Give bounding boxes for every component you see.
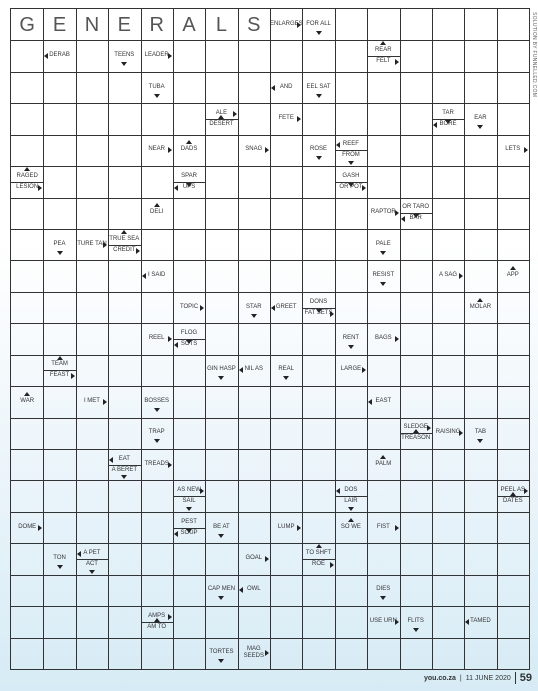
clue-text: A PET xyxy=(83,550,101,556)
split-line xyxy=(173,182,205,183)
split-line xyxy=(302,308,334,309)
clue-text: SOUP xyxy=(180,529,198,536)
clue-text: MOLAR xyxy=(469,303,492,310)
split-line xyxy=(432,119,464,120)
clue-text: A BERET xyxy=(111,466,137,473)
grid-line-vertical xyxy=(302,9,303,669)
clue-text: OR POT xyxy=(339,183,363,190)
arrow-icon xyxy=(77,551,81,557)
arrow-icon xyxy=(395,59,399,65)
arrow-icon xyxy=(395,525,399,531)
arrow-icon xyxy=(251,314,257,318)
arrow-icon xyxy=(57,565,63,569)
clue-text: PEA xyxy=(53,240,66,247)
clue-text: ENLARGES xyxy=(270,20,303,27)
clue-text: SNAG xyxy=(245,146,263,153)
arrow-icon xyxy=(510,492,516,496)
grid-line-vertical xyxy=(205,9,206,669)
arrow-icon xyxy=(24,392,30,396)
clue-text: LAIR xyxy=(344,498,358,505)
arrow-icon xyxy=(168,462,172,468)
clue-text: WAR xyxy=(20,397,35,404)
arrow-icon xyxy=(395,619,399,625)
arrow-icon xyxy=(38,525,42,531)
arrow-icon xyxy=(395,210,399,216)
grid-line-horizontal xyxy=(11,72,529,73)
arrow-icon xyxy=(362,185,366,191)
split-line xyxy=(335,182,367,183)
clue-text: LUMP xyxy=(277,523,295,530)
split-line xyxy=(497,496,529,497)
arrow-icon xyxy=(200,488,204,494)
arrow-icon xyxy=(380,41,386,45)
arrow-icon xyxy=(44,53,48,59)
clue-text: SLEDGE xyxy=(403,424,428,431)
arrow-icon xyxy=(380,455,386,459)
arrow-icon xyxy=(362,367,366,373)
arrow-icon xyxy=(348,345,354,349)
arrow-icon xyxy=(427,425,431,431)
clue-text: EAT xyxy=(118,455,130,462)
arrow-icon xyxy=(348,161,354,165)
grid-line-vertical xyxy=(270,9,271,669)
arrow-icon xyxy=(316,544,322,548)
arrow-icon xyxy=(330,311,334,317)
clue-text: I MET xyxy=(83,397,100,404)
clue-text: AM TO xyxy=(147,623,167,630)
clue-text: FLITS xyxy=(407,617,424,624)
clue-text: OR TARO xyxy=(402,204,430,211)
clue-text: LETS xyxy=(505,146,521,153)
title-letter: S xyxy=(247,14,261,36)
arrow-icon xyxy=(477,125,483,129)
clue-text: RENT xyxy=(342,335,360,341)
clue-text: SPAR xyxy=(181,172,198,179)
grid-line-vertical xyxy=(238,9,239,669)
footer-date: 11 JUNE 2020 xyxy=(465,674,511,682)
grid-line-vertical xyxy=(76,9,77,669)
footer-site: you.co.za xyxy=(424,674,456,682)
clue-text: GOAL xyxy=(245,555,263,561)
clue-text: RAGED xyxy=(16,172,38,179)
grid-line-horizontal xyxy=(11,606,529,607)
arrow-icon xyxy=(368,399,372,405)
arrow-icon xyxy=(121,475,127,479)
arrow-icon xyxy=(271,305,275,311)
arrow-icon xyxy=(154,94,160,98)
grid-line-horizontal xyxy=(11,103,529,104)
clue-text: NEAR xyxy=(148,146,166,153)
title-letter: L xyxy=(215,14,227,36)
arrow-icon xyxy=(348,507,354,511)
clue-text: RAPTOR xyxy=(370,209,396,216)
clue-text: TREASON xyxy=(401,435,431,442)
arrow-icon xyxy=(218,659,224,663)
arrow-icon xyxy=(477,298,483,302)
grid-line-vertical xyxy=(497,9,498,669)
split-line xyxy=(43,370,75,371)
arrow-icon xyxy=(316,156,322,160)
arrow-icon xyxy=(401,216,405,222)
clue-text: BE AT xyxy=(213,523,230,530)
clue-text: ALE xyxy=(215,110,228,116)
arrow-icon xyxy=(380,596,386,600)
grid-line-horizontal xyxy=(11,575,529,576)
arrow-icon xyxy=(154,618,160,622)
arrow-icon xyxy=(121,230,127,234)
clue-text: SOTS xyxy=(180,341,198,347)
arrowword-grid xyxy=(10,8,530,670)
footer-separator: | xyxy=(459,674,462,682)
clue-text: ROSE xyxy=(310,146,328,153)
clue-text: FLOG xyxy=(180,330,198,336)
grid-line-horizontal xyxy=(11,292,529,293)
grid-line-horizontal xyxy=(11,512,529,513)
clue-text: DIES xyxy=(376,586,391,593)
page-footer xyxy=(424,671,532,685)
split-line xyxy=(367,56,399,57)
clue-text: TON xyxy=(53,555,66,561)
arrow-icon xyxy=(186,140,192,144)
split-line xyxy=(173,496,205,497)
grid-line-horizontal xyxy=(11,355,529,356)
arrow-icon xyxy=(57,251,63,255)
arrow-icon xyxy=(239,587,243,593)
arrow-icon xyxy=(380,251,386,255)
arrow-icon xyxy=(186,507,192,511)
split-line xyxy=(335,150,367,151)
title-letter: N xyxy=(84,14,100,36)
clue-text: REAL xyxy=(278,366,295,373)
grid-line-horizontal xyxy=(11,260,529,261)
clue-text: A SAG xyxy=(439,272,458,279)
clue-text: I SAID xyxy=(148,272,166,279)
arrow-icon xyxy=(233,111,237,117)
title-letter: E xyxy=(52,14,67,36)
arrow-icon xyxy=(168,147,172,153)
clue-text: TRUE SEA xyxy=(109,235,140,242)
arrow-icon xyxy=(121,62,127,66)
arrow-icon xyxy=(174,342,178,348)
clue-text: FETE xyxy=(278,115,294,121)
clue-text: BAGS xyxy=(374,335,392,341)
title-letter: A xyxy=(182,14,196,36)
clue-text: TAR xyxy=(442,110,454,116)
arrow-icon xyxy=(524,147,528,153)
clue-text: TEAM xyxy=(51,361,68,368)
clue-text: GREET xyxy=(275,303,297,310)
arrow-icon xyxy=(154,408,160,412)
arrow-icon xyxy=(336,488,340,494)
arrow-icon xyxy=(218,376,224,380)
grid-line-horizontal xyxy=(11,449,529,450)
clue-text: DATES xyxy=(503,498,523,505)
clue-text: TUBA xyxy=(148,83,165,90)
clue-text: BORE xyxy=(439,121,457,127)
clue-text: ACT xyxy=(85,561,98,567)
clue-text: REEF xyxy=(342,141,359,148)
arrow-icon xyxy=(524,488,528,494)
arrow-icon xyxy=(57,356,63,360)
clue-text: DADS xyxy=(180,146,198,153)
arrow-icon xyxy=(380,282,386,286)
split-line xyxy=(205,119,237,120)
clue-text: EEL SAT xyxy=(306,83,331,90)
arrow-icon xyxy=(136,248,140,254)
arrow-icon xyxy=(218,534,224,538)
arrow-icon xyxy=(395,336,399,342)
grid-line-vertical xyxy=(108,9,109,669)
clue-text: TURE TAN xyxy=(77,240,107,247)
split-line xyxy=(400,213,432,214)
grid-line-horizontal xyxy=(11,418,529,419)
clue-text: PEEL AS xyxy=(500,487,526,494)
grid-line-horizontal xyxy=(11,323,529,324)
clue-text: DERAB xyxy=(49,52,70,59)
arrow-icon xyxy=(459,430,463,436)
clue-text: RESIST xyxy=(372,272,395,279)
clue-text: STAR xyxy=(246,303,262,310)
arrow-icon xyxy=(174,531,178,537)
clue-text: BOSSES xyxy=(144,397,170,404)
clue-text: EAST xyxy=(375,397,392,404)
side-credit: SOLUTION BY FUNNELLED.COM xyxy=(531,12,537,98)
clue-text: FROM xyxy=(342,152,360,159)
clue-text: OWL xyxy=(246,586,261,593)
clue-text: PEST xyxy=(181,518,197,525)
clue-text: FEAST xyxy=(49,372,70,379)
grid-line-vertical xyxy=(43,9,44,669)
clue-text: SAIL xyxy=(182,498,196,505)
arrow-icon xyxy=(103,242,107,248)
arrow-icon xyxy=(168,614,172,620)
arrow-icon xyxy=(89,570,95,574)
grid-line-horizontal xyxy=(11,40,529,41)
clue-text: AS NEW xyxy=(177,487,201,494)
arrow-icon xyxy=(154,203,160,207)
arrow-icon xyxy=(459,273,463,279)
clue-text: GIN HASP xyxy=(207,366,236,373)
clue-text: APP xyxy=(506,272,519,279)
grid-line-horizontal xyxy=(11,480,529,481)
arrow-icon xyxy=(413,628,419,632)
clue-line: SEEDS xyxy=(243,653,264,660)
clue-text: AMPS xyxy=(148,612,166,619)
split-line xyxy=(335,496,367,497)
clue-text: NIL AS xyxy=(244,366,264,373)
title-letter: G xyxy=(19,14,35,36)
clue-text: REAR xyxy=(374,47,392,54)
arrow-icon xyxy=(168,53,172,59)
arrow-icon xyxy=(142,273,146,279)
arrow-icon xyxy=(465,619,469,625)
clue-text: DOS xyxy=(344,487,358,494)
arrow-icon xyxy=(510,266,516,270)
clue-text: TAMED xyxy=(470,617,491,624)
arrow-icon xyxy=(477,439,483,443)
page-number: 59 xyxy=(515,672,532,684)
clue-text: REEL xyxy=(148,335,165,341)
clue-text: SO WE xyxy=(340,523,361,530)
clue-text: FAT SETS xyxy=(304,309,333,316)
split-line xyxy=(141,622,173,623)
arrow-icon xyxy=(348,518,354,522)
clue-text: TO SHFT xyxy=(305,550,332,556)
split-line xyxy=(11,182,43,183)
arrow-icon xyxy=(433,122,437,128)
clue-text: LEADER xyxy=(144,52,169,59)
split-line xyxy=(302,559,334,560)
arrow-icon xyxy=(200,305,204,311)
arrow-icon xyxy=(283,376,289,380)
arrow-icon xyxy=(168,336,172,342)
arrow-icon xyxy=(218,596,224,600)
clue-text: USE URN xyxy=(369,617,397,624)
clue-text: TRAP xyxy=(148,429,165,436)
arrow-icon xyxy=(239,367,243,373)
clue-text: GASH xyxy=(342,172,360,179)
arrow-icon xyxy=(103,399,107,405)
split-line xyxy=(400,433,432,434)
grid-line-horizontal xyxy=(11,229,529,230)
grid-line-horizontal xyxy=(11,198,529,199)
clue-text: EAR xyxy=(474,115,487,121)
clue-text: TEENS xyxy=(114,52,135,59)
arrow-icon xyxy=(316,31,322,35)
clue-text: DESERT xyxy=(209,121,234,127)
arrow-icon xyxy=(265,147,269,153)
clue-text: AND xyxy=(279,83,293,90)
grid-line-horizontal xyxy=(11,166,529,167)
arrow-icon xyxy=(71,373,75,379)
clue-text: LARGE xyxy=(340,366,362,373)
clue-text: DOME xyxy=(18,523,37,530)
clue-text: DONS xyxy=(309,298,328,305)
split-line xyxy=(173,339,205,340)
arrow-icon xyxy=(336,142,340,148)
title-letter: E xyxy=(117,14,131,36)
clue-text: BAR xyxy=(409,215,422,222)
arrow-icon xyxy=(316,94,322,98)
split-line xyxy=(173,528,205,529)
grid-line-vertical xyxy=(464,9,465,669)
title-letter: R xyxy=(149,14,164,36)
clue-text: TAB xyxy=(474,429,487,436)
grid-line-horizontal xyxy=(11,638,529,639)
split-line xyxy=(76,559,108,560)
arrow-icon xyxy=(218,115,224,119)
arrow-icon xyxy=(297,22,301,28)
arrow-icon xyxy=(154,439,160,443)
arrow-icon xyxy=(265,650,269,656)
clue-text: DELI xyxy=(150,209,164,216)
clue-line: MAG xyxy=(246,646,261,653)
arrow-icon xyxy=(271,85,275,91)
clue-text: TORTES xyxy=(209,649,234,656)
clue-text: TREADS xyxy=(144,460,169,467)
clue-text: UPS xyxy=(182,183,196,190)
arrow-icon xyxy=(109,457,113,463)
clue-text: ROE xyxy=(312,561,326,567)
grid-line-horizontal xyxy=(11,135,529,136)
clue-text: CAP MEN xyxy=(207,586,236,593)
arrow-icon xyxy=(174,185,178,191)
arrow-icon xyxy=(24,167,30,171)
clue-text: LESION xyxy=(16,183,39,190)
clue-text: FELT xyxy=(376,58,391,65)
arrow-icon xyxy=(38,185,42,191)
arrow-icon xyxy=(297,116,301,122)
clue-text: PALM xyxy=(375,460,392,467)
grid-line-vertical xyxy=(432,9,433,669)
grid-line-horizontal xyxy=(11,543,529,544)
clue-text: FIST xyxy=(376,523,390,530)
arrow-icon xyxy=(413,429,419,433)
clue-text: RAISING xyxy=(435,429,461,436)
arrow-icon xyxy=(297,525,301,531)
grid-line-horizontal xyxy=(11,386,529,387)
split-line xyxy=(108,465,140,466)
grid-line-vertical xyxy=(400,9,401,669)
clue-text: PALE xyxy=(375,240,391,247)
clue-text: TOPIC xyxy=(179,303,199,310)
clue-text: FOR ALL xyxy=(306,20,331,27)
arrow-icon xyxy=(265,556,269,562)
arrow-icon xyxy=(330,562,334,568)
split-line xyxy=(108,245,140,246)
clue-text: CREDIT xyxy=(113,246,136,253)
